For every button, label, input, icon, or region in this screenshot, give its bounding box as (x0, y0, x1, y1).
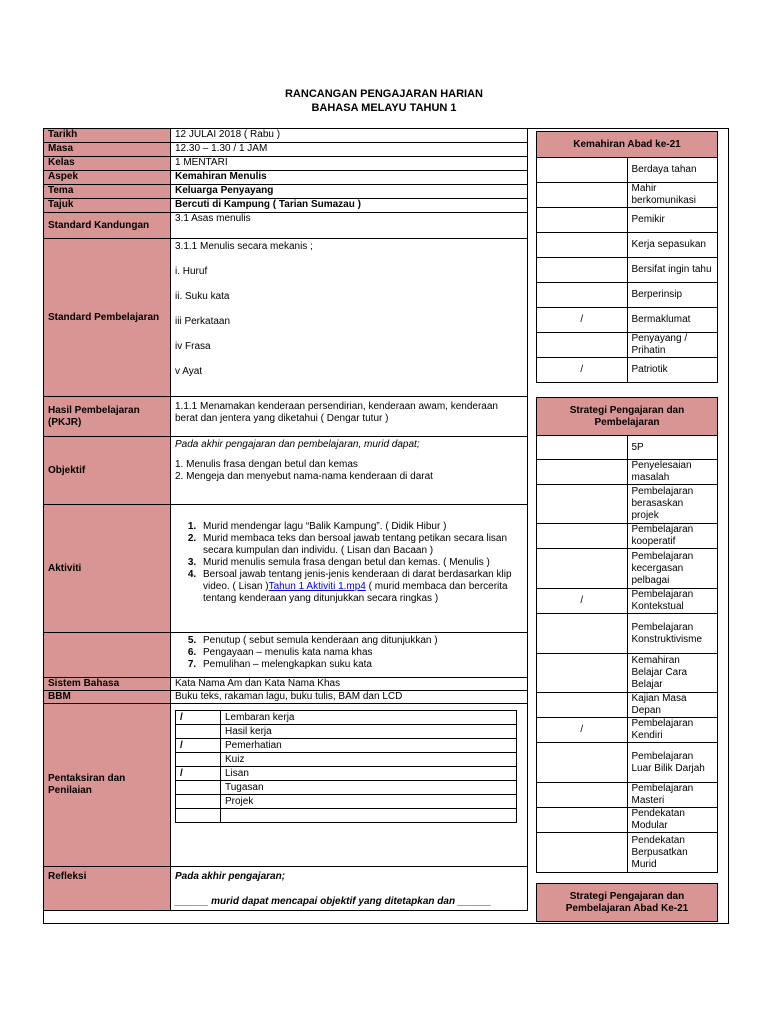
strategi-mark (537, 436, 628, 460)
sk-label: Standard Kandungan (44, 213, 171, 239)
aktiviti-item: 2. Murid membaca teks dan bersoal jawab tentang petikan secara lisan secara kumpulan dan individu. ( Lisan dan Bacaan ) (199, 533, 523, 557)
doc-subtitle: BAHASA MELAYU TAHUN 1 (311, 102, 457, 114)
kemahiran-item: Mahir berkomunikasi (627, 183, 718, 208)
kemahiran-mark (537, 283, 628, 308)
aspek-label: Aspek (44, 171, 171, 185)
strategi-mark (537, 743, 628, 783)
kemahiran-mark (537, 183, 628, 208)
kemahiran-mark (537, 333, 628, 358)
assess-mark (176, 795, 221, 809)
assess-item: Kuiz (221, 753, 517, 767)
strategi-item: Pembelajaran berasaskan projek (627, 485, 718, 524)
assess-mark (176, 725, 221, 739)
aktiviti-cell-cont (171, 633, 528, 678)
strategi21-title: Strategi Pengajaran dan Pembelajaran Abad Ke-21 (537, 884, 718, 922)
strategi-item: Pembelajaran kecergasan pelbagai (627, 549, 718, 589)
sp-item: i. Huruf (175, 266, 208, 277)
objektif-cell (171, 437, 528, 505)
sp-item: iv Frasa (175, 341, 211, 352)
assess-mark: / (176, 739, 221, 753)
pentaksiran-cell (171, 704, 528, 867)
assess-item: Tugasan (221, 781, 517, 795)
kemahiran-item: Berperinsip (627, 283, 718, 308)
tarikh-value: 12 JULAI 2018 ( Rabu ) (171, 129, 528, 143)
aktiviti-item: 1. Murid mendengar lagu “Balik Kampung”. ( Didik Hibur ) (199, 521, 523, 533)
objektif-intro: Pada akhir pengajaran dan pembelajaran, murid dapat; (175, 439, 420, 450)
strategi-mark (537, 693, 628, 718)
strategi-table (536, 397, 718, 873)
assess-mark (176, 781, 221, 795)
strategi-item: Pembelajaran kooperatif (627, 524, 718, 549)
masa-label: Masa (44, 143, 171, 157)
objektif-item: 2. Mengeja dan menyebut nama-nama kenderaan di darat (175, 471, 433, 482)
strategi-mark (537, 808, 628, 833)
tajuk-label: Tajuk (44, 199, 171, 213)
masa-value: 12.30 – 1.30 / 1 JAM (171, 143, 528, 157)
tema-value: Keluarga Penyayang (171, 185, 528, 199)
aktiviti-item: 5. Penutup ( sebut semula kenderaan ang ditunjukkan ) (199, 635, 523, 647)
sp-heading: 3.1.1 Menulis secara mekanis ; (175, 241, 313, 252)
strategi-item: Pendekatan Modular (627, 808, 718, 833)
sk-value: 3.1 Asas menulis (171, 213, 528, 239)
kemahiran-item: Penyayang / Prihatin (627, 333, 718, 358)
kemahiran-title: Kemahiran Abad ke-21 (537, 132, 718, 158)
strategi-item: Pembelajaran Masteri (627, 783, 718, 808)
strategi-item: Pembelajaran Kontekstual (627, 589, 718, 614)
hp-value: 1.1.1 Menamakan kenderaan persendirian, kenderaan awam, kenderaan berat dan jentera yang diketahui ( Dengar tutur ) (171, 397, 528, 437)
strategi-mark (537, 614, 628, 654)
objektif-item: 1. Menulis frasa dengan betul dan kemas (175, 459, 358, 470)
refleksi-label: Refleksi (44, 867, 171, 911)
assess-item: Hasil kerja (221, 725, 517, 739)
assess-mark (176, 753, 221, 767)
sp-item: iii Perkataan (175, 316, 231, 327)
aktiviti-cell (171, 505, 528, 633)
kemahiran-item: Bermaklumat (627, 308, 718, 333)
strategi-item: 5P (627, 436, 718, 460)
kemahiran-mark (537, 158, 628, 183)
refleksi-line: ______ murid dapat mencapai objektif yang ditetapkan dan ______ (175, 896, 492, 907)
kemahiran-item: Berdaya tahan (627, 158, 718, 183)
strategi-mark (537, 460, 628, 485)
aktiviti-list-cont (175, 635, 523, 671)
kemahiran-item: Kerja sepasukan (627, 233, 718, 258)
strategi-mark (537, 833, 628, 873)
strategi-item: Pembelajaran Kendiri (627, 718, 718, 743)
kelas-label: Kelas (44, 157, 171, 171)
kemahiran-mark (537, 258, 628, 283)
doc-title: RANCANGAN PENGAJARAN HARIAN (284, 88, 483, 100)
kemahiran-mark (537, 233, 628, 258)
strategi-mark (537, 524, 628, 549)
strategi-item: Pendekatan Berpusatkan Murid (627, 833, 718, 873)
assessment-table (175, 710, 517, 823)
video-link[interactable]: Tahun 1 Aktiviti 1.mp4 (268, 581, 366, 592)
strategi-item: Pembelajaran Konstruktivisme (627, 614, 718, 654)
lesson-plan-table (43, 128, 528, 911)
assess-mark: / (176, 711, 221, 725)
aktiviti-item: 3. Murid menulis semula frasa dengan betul dan kemas. ( Menulis ) (199, 557, 523, 569)
kemahiran-mark (537, 208, 628, 233)
strategi-mark (537, 549, 628, 589)
assess-item (221, 809, 517, 823)
refleksi-cell (171, 867, 528, 911)
sp-item: ii. Suku kata (175, 291, 230, 302)
strategi-item: Penyelesaian masalah (627, 460, 718, 485)
aktiviti-item: 4. Bersoal jawab tentang jenis-jenis kenderaan di darat berdasarkan klip video. ( Lisan )Tahun 1 Aktiviti 1.mp4 ( murid membaca dan bercerita tentang kenderaan yang ditunjukkan secara ringkas ) (199, 569, 523, 605)
strategi-mark: / (537, 718, 628, 743)
assess-item: Pemerhatian (221, 739, 517, 753)
assess-mark: / (176, 767, 221, 781)
sp-item: v Ayat (175, 366, 203, 377)
bbm-value: Buku teks, rakaman lagu, buku tulis, BAM dan LCD (171, 691, 528, 704)
refleksi-intro: Pada akhir pengajaran; (175, 871, 286, 882)
strategi21-table (536, 883, 718, 922)
kemahiran-mark: / (537, 308, 628, 333)
objektif-label: Objektif (44, 437, 171, 505)
tarikh-label: Tarikh (44, 129, 171, 143)
tajuk-value: Bercuti di Kampung ( Tarian Sumazau ) (171, 199, 528, 213)
kemahiran-item: Pemikir (627, 208, 718, 233)
assess-item: Lisan (221, 767, 517, 781)
aspek-value: Kemahiran Menulis (171, 171, 528, 185)
kelas-value: 1 MENTARI (171, 157, 528, 171)
kemahiran-item: Bersifat ingin tahu (627, 258, 718, 283)
strategi-mark (537, 485, 628, 524)
bbm-label: BBM (44, 691, 171, 704)
tema-label: Tema (44, 185, 171, 199)
assess-item: Lembaran kerja (221, 711, 517, 725)
strategi-mark (537, 783, 628, 808)
aktiviti-item: 6. Pengayaan – menulis kata nama khas (199, 647, 523, 659)
strategi-title: Strategi Pengajaran dan Pembelajaran (537, 398, 718, 436)
kemahiran-item: Patriotik (627, 358, 718, 383)
strategi-item: Kemahiran Belajar Cara Belajar (627, 654, 718, 693)
assess-mark (176, 809, 221, 823)
strategi-mark: / (537, 589, 628, 614)
assess-item: Projek (221, 795, 517, 809)
strategi-item: Kajian Masa Depan (627, 693, 718, 718)
kemahiran-table (536, 131, 718, 383)
pentaksiran-label: Pentaksiran dan Penilaian (44, 704, 171, 867)
hp-label: Hasil Pembelajaran (PKJR) (44, 397, 171, 437)
sp-label: Standard Pembelajaran (44, 239, 171, 397)
aktiviti-label: Aktiviti (44, 505, 171, 633)
aktiviti-label-cont (44, 633, 171, 678)
aktiviti-list (175, 521, 523, 605)
sistem-value: Kata Nama Am dan Kata Nama Khas (171, 678, 528, 691)
sistem-label: Sistem Bahasa (44, 678, 171, 691)
strategi-mark (537, 654, 628, 693)
aktiviti-item: 7. Pemulihan – melengkapkan suku kata (199, 659, 523, 671)
strategi-item: Pembelajaran Luar Bilik Darjah (627, 743, 718, 783)
sp-cell (171, 239, 528, 397)
kemahiran-mark: / (537, 358, 628, 383)
